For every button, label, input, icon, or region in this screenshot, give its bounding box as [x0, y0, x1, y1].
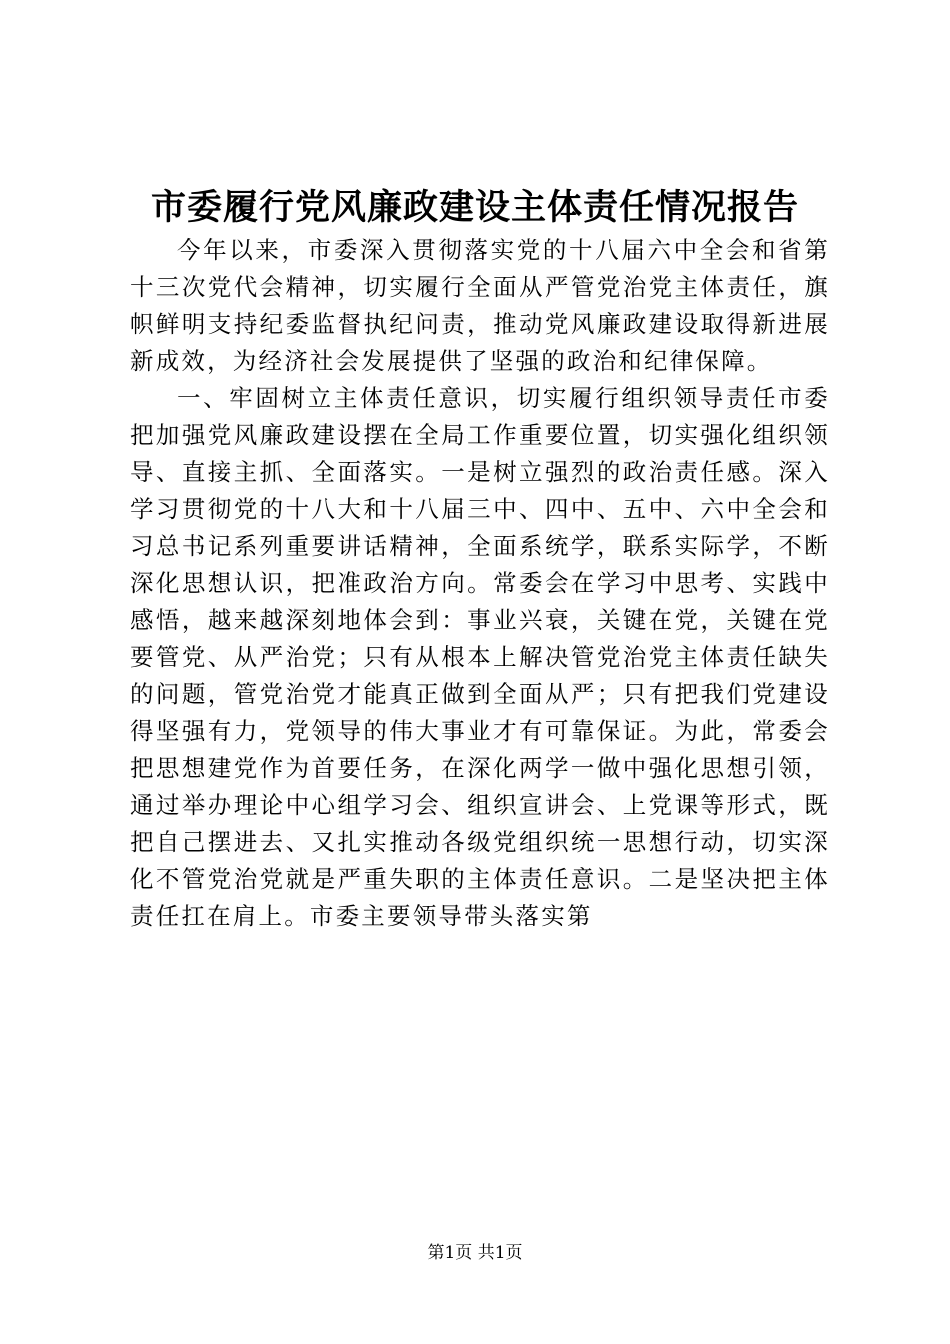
paragraph-intro: 今年以来，市委深入贯彻落实党的十八届六中全会和省第十三次党代会精神，切实履行全面从严管党治党主体责任，旗帜鲜明支持纪委监督执纪问责，推动党风廉政建设取得新进展新成效，为经济社会发展提供了坚强的政治和纪律保障。	[130, 236, 830, 375]
document-title: 市委履行党风廉政建设主体责任情况报告	[150, 187, 799, 228]
document-body	[130, 232, 830, 935]
page-number-footer: 第1页 共1页	[427, 1243, 523, 1263]
paragraph-section-one: 一、牢固树立主体责任意识，切实履行组织领导责任市委把加强党风廉政建设摆在全局工作重要位置，切实强化组织领导、直接主抓、全面落实。一是树立强烈的政治责任感。深入学习贯彻党的十八大和十八届三中、四中、五中、六中全会和习总书记系列重要讲话精神，全面系统学，联系实际学，不断深化思想认识，把准政治方向。常委会在学习中思考、实践中感悟，越来越深刻地体会到：事业兴衰，关键在党，关键在党要管党、从严治党；只有从根本上解决管党治党主体责任缺失的问题，管党治党才能真正做到全面从严；只有把我们党建设得坚强有力，党领导的伟大事业才有可靠保证。为此，常委会把思想建党作为首要任务，在深化两学一做中强化思想引领，通过举办理论中心组学习会、组织宣讲会、上党课等形式，既把自己摆进去、又扎实推动各级党组织统一思想行动，切实深化不管党治党就是严重失职的主体责任意识。二是坚决把主体责任扛在肩上。市委主要领导带头落实第	[130, 384, 830, 930]
